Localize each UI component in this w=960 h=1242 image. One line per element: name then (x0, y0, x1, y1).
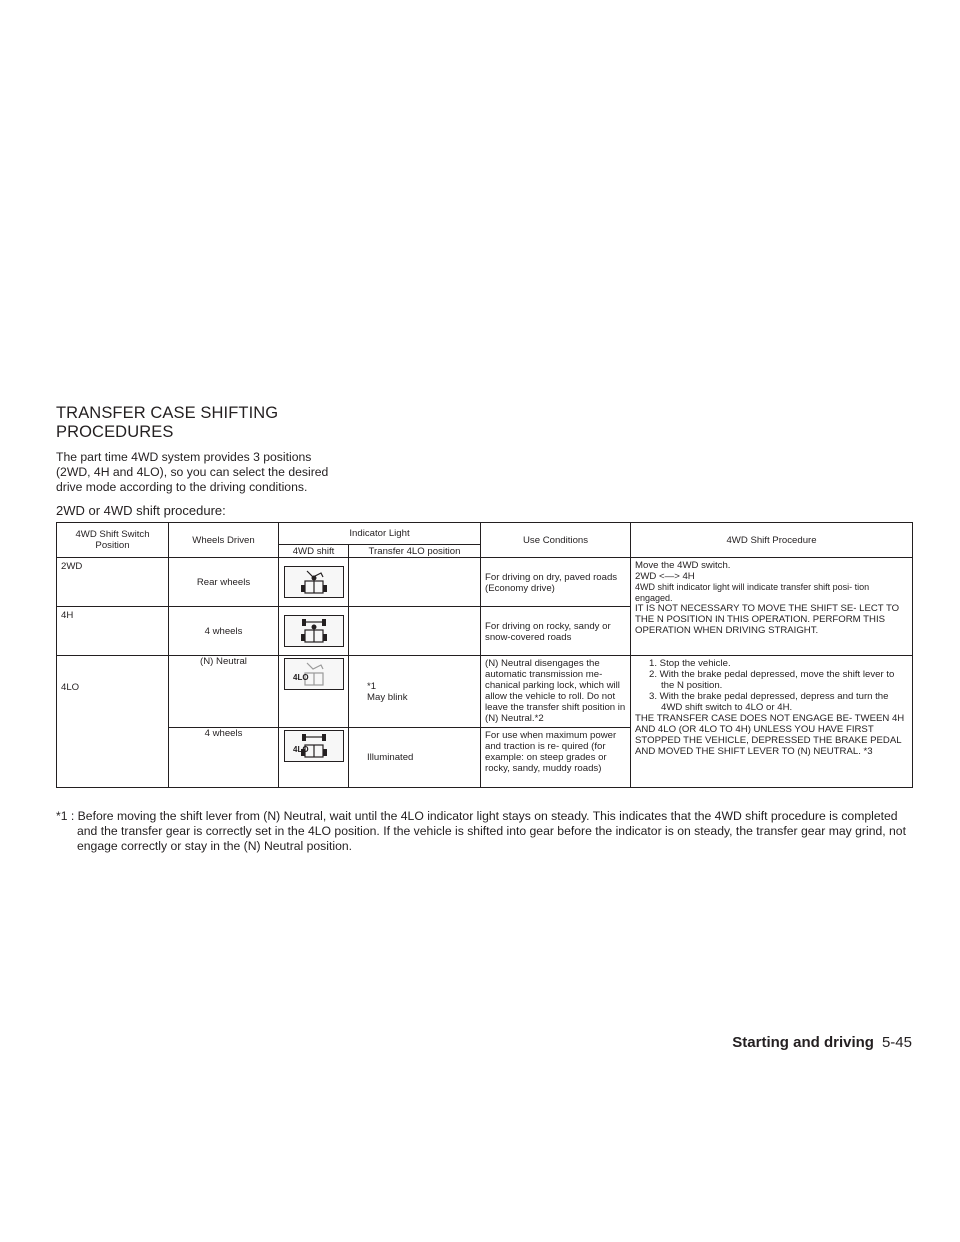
position-cell: 4H (57, 607, 169, 656)
shift-procedure-table (56, 522, 913, 788)
procedure-line: 4WD shift indicator light will indicate transfer shift posi- tion engaged. (635, 582, 870, 603)
page-number: 5-45 (881, 1034, 912, 1051)
header-switch-position: 4WD Shift Switch Position (57, 523, 169, 558)
transfer-4lo-cell (349, 607, 481, 656)
procedure-line: 2WD <—> 4H (635, 571, 695, 582)
transfer-4lo-cell (349, 656, 481, 728)
section-heading-line1: TRANSFER CASE SHIFTING (56, 404, 279, 422)
footer-section-title: Starting and driving (732, 1034, 874, 1051)
header-4wd-shift: 4WD shift (279, 545, 349, 558)
header-wheels-driven: Wheels Driven (169, 523, 279, 558)
4wd-indicator-rear-wheels-icon (284, 566, 344, 598)
4lo-indicator-four-wheels-icon (284, 730, 344, 762)
svg-text:4LO: 4LO (292, 673, 309, 682)
wheels-cell: Rear wheels (169, 558, 279, 607)
procedure-4lo-cell (631, 656, 913, 788)
procedure-2wd-4h-cell (631, 558, 913, 656)
procedure-subheading: 2WD or 4WD shift procedure: (56, 503, 226, 518)
section-heading-line2: PROCEDURES (56, 423, 174, 441)
procedure-steps (635, 658, 908, 713)
section-heading (56, 404, 356, 442)
wheels-cell: (N) Neutral (169, 656, 279, 728)
procedure-step: 1. Stop the vehicle. (649, 658, 731, 669)
4lo-indicator-neutral-icon (284, 658, 344, 690)
wheels-cell: 4 wheels (169, 728, 279, 788)
use-conditions-cell: For driving on dry, paved roads (Economy drive) (481, 558, 631, 607)
page-footer (732, 1034, 912, 1052)
procedure-step: 3. With the brake pedal depressed, depress and turn the 4WD shift switch to 4LO or 4H. (649, 691, 889, 713)
table-row (57, 656, 913, 728)
intro-paragraph: The part time 4WD system provides 3 positions (2WD, 4H and 4LO), so you can select the desired drive mode according to the driving conditions. (56, 450, 329, 494)
procedure-step: 2. With the brake pedal depressed, move the shift lever to the N position. (649, 669, 895, 691)
wheels-cell: 4 wheels (169, 607, 279, 656)
table-row (57, 558, 913, 607)
transfer-4lo-cell: Illuminated (349, 728, 481, 788)
procedure-line: Move the 4WD switch. (635, 560, 731, 571)
footnote: *1 : Before moving the shift lever from (N) Neutral, wait until the 4LO indicator light stays on steady. This indicates that the 4WD shift procedure is completed and the transfer gear is correctly set in the 4LO position. If the vehicle is shifted into gear before the indicator is on steady, the transfer gear may grind, not engage correctly or stay in the (N) Neutral position. (56, 809, 906, 853)
procedure-caution: THE TRANSFER CASE DOES NOT ENGAGE BE- TWEEN 4H AND 4LO (OR 4LO TO 4H) UNLESS YOU HAVE FIRST STOPPED THE VEHICLE, DEPRESSED THE BRAKE PEDAL AND MOVED THE SHIFT LEVER TO (N) NEUTRAL. *3 (635, 713, 905, 757)
4wd-indicator-four-wheels-icon (284, 615, 344, 647)
use-conditions-cell: (N) Neutral disengages the automatic transmission me- chanical parking lock, which will allow the vehicle to roll. Do not leave the transfer shift position in (N) Neutral.*2 (481, 656, 631, 728)
position-cell: 2WD (57, 558, 169, 607)
header-transfer-4lo: Transfer 4LO position (349, 545, 481, 558)
indicator-state: May blink (367, 691, 408, 703)
use-conditions-cell: For use when maximum power and traction is re- quired (for example: on steep grades or rocky, sandy, muddy roads) (481, 728, 631, 788)
header-indicator-light: Indicator Light (279, 523, 481, 545)
procedure-caution: IT IS NOT NECESSARY TO MOVE THE SHIFT SE- LECT TO THE N POSITION IN THIS OPERATION. PERFORM THIS OPERATION WHEN DRIVING STRAIGHT. (635, 603, 900, 636)
use-conditions-cell: For driving on rocky, sandy or snow-covered roads (481, 607, 631, 656)
svg-text:4LO: 4LO (292, 745, 309, 754)
header-use-conditions: Use Conditions (481, 523, 631, 558)
position-cell: 4LO (57, 656, 169, 788)
footnote-ref: *1 (367, 680, 377, 692)
header-procedure: 4WD Shift Procedure (631, 523, 913, 558)
transfer-4lo-cell (349, 558, 481, 607)
